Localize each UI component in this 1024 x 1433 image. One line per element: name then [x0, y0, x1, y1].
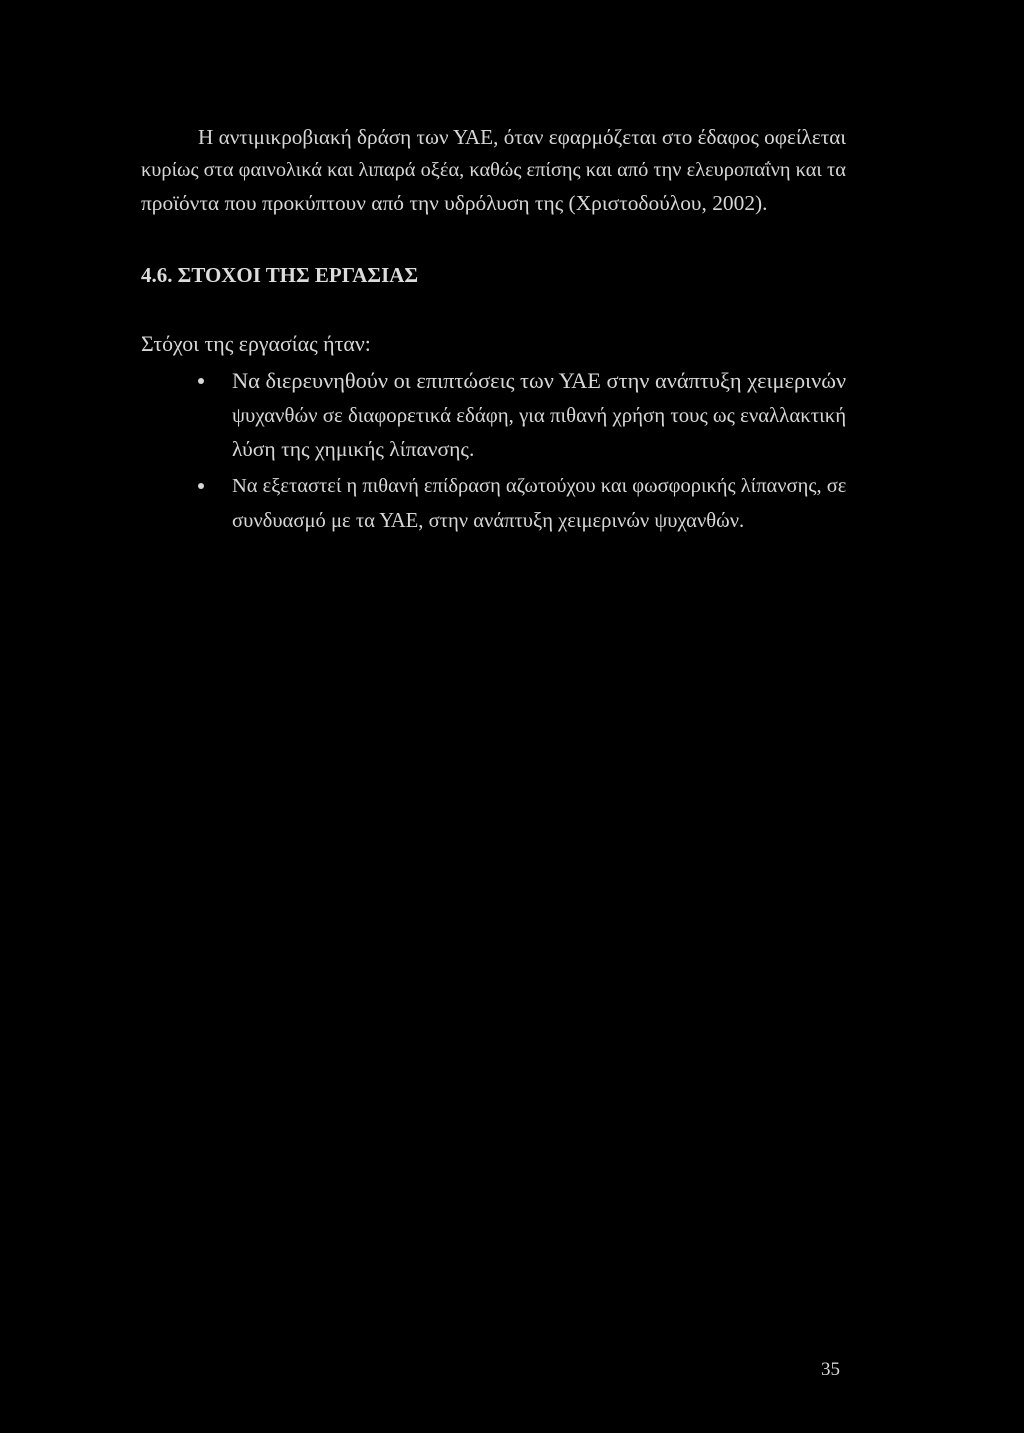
bullet-icon	[198, 483, 204, 489]
bullet-icon	[198, 378, 204, 384]
bullet-line: συνδυασμό με τα ΥΑΕ, στην ανάπτυξη χειμερινών ψυχανθών.	[232, 510, 745, 532]
intro-line: κυρίως στα φαινολικά και λιπαρά οξέα, καθώς επίσης και από την ελευροπαΐνη και τα	[141, 159, 846, 181]
section-heading: 4.6. ΣΤΟΧΟΙ ΤΗΣ ΕΡΓΑΣΙΑΣ	[141, 263, 419, 287]
section-lead: Στόχοι της εργασίας ήταν:	[141, 332, 371, 356]
bullet-line: Να εξεταστεί η πιθανή επίδραση αζωτούχου και φωσφορικής λίπανσης, σε	[232, 475, 847, 497]
page-number: 35	[821, 1359, 840, 1380]
intro-line: Η αντιμικροβιακή δράση των ΥΑΕ, όταν εφαρμόζεται στο έδαφος οφείλεται	[198, 125, 847, 149]
bullet-line: λύση της χημικής λίπανσης.	[232, 437, 475, 461]
bullet-line: ψυχανθών σε διαφορετικά εδάφη, για πιθανή χρήση τους ως εναλλακτική	[232, 403, 847, 427]
bullet-line: Να διερευνηθούν οι επιπτώσεις των ΥΑΕ στην ανάπτυξη χειμερινών	[232, 368, 847, 393]
intro-line: προϊόντα που προκύπτουν από την υδρόλυση της (Χριστοδούλου, 2002).	[141, 191, 768, 215]
